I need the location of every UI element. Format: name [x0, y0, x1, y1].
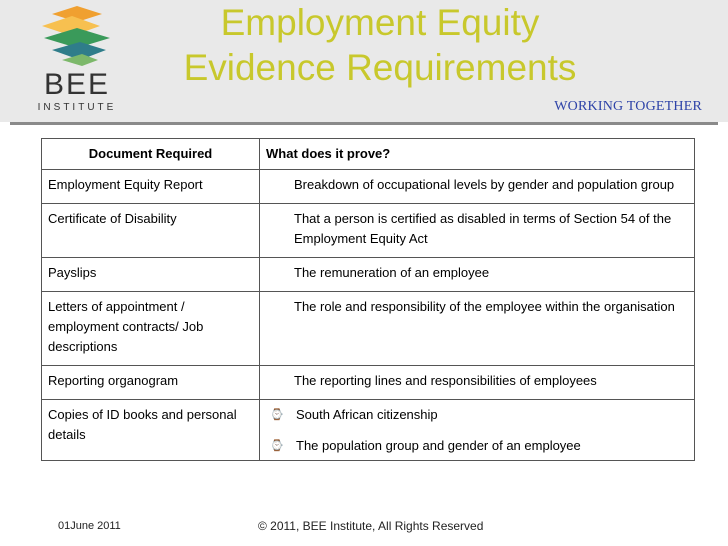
proves-cell: That a person is certified as disabled in terms of Section 54 of the Employment Equity Act — [260, 204, 695, 258]
table-row — [42, 170, 695, 204]
tagline: WORKING TOGETHER — [554, 99, 702, 114]
table-row — [42, 366, 695, 400]
slide-header — [0, 0, 728, 122]
proves-cell: Breakdown of occupational levels by gender and population group — [260, 170, 695, 204]
table-row — [42, 400, 695, 461]
table-row — [42, 204, 695, 258]
evidence-table — [41, 138, 695, 461]
page-title — [130, 0, 630, 90]
document-cell: Certificate of Disability — [42, 204, 260, 258]
proves-cell — [260, 400, 695, 461]
clock-icon: ⌚ — [270, 440, 284, 452]
document-cell: Reporting organogram — [42, 366, 260, 400]
title-line-2: Evidence Requirements — [183, 47, 577, 88]
proves-cell: The role and responsibility of the employee within the organisation — [260, 292, 695, 366]
footer-copyright: © 2011, BEE Institute, All Rights Reserved — [258, 519, 484, 533]
document-cell: Letters of appointment / employment contracts/ Job descriptions — [42, 292, 260, 366]
logo-subtext: INSTITUTE — [37, 102, 117, 113]
proves-cell: The remuneration of an employee — [260, 258, 695, 292]
logo-text: BEE — [43, 68, 111, 101]
document-cell: Copies of ID books and personal details — [42, 400, 260, 461]
column-header-document: Document Required — [42, 139, 260, 170]
clock-icon: ⌚ — [270, 409, 284, 421]
bullet-text: The population group and gender of an employee — [296, 438, 581, 453]
document-cell: Payslips — [42, 258, 260, 292]
footer-date: 01June 2011 — [58, 520, 121, 532]
bullet-item — [266, 436, 688, 456]
proves-cell: The reporting lines and responsibilities of employees — [260, 366, 695, 400]
bullet-item — [266, 405, 688, 425]
table-row — [42, 292, 695, 366]
table-header-row — [42, 139, 695, 170]
header-divider — [10, 122, 718, 125]
column-header-proves: What does it prove? — [260, 139, 695, 170]
table-row — [42, 258, 695, 292]
title-line-1: Employment Equity — [220, 2, 540, 43]
bullet-text: South African citizenship — [296, 407, 438, 422]
document-cell: Employment Equity Report — [42, 170, 260, 204]
